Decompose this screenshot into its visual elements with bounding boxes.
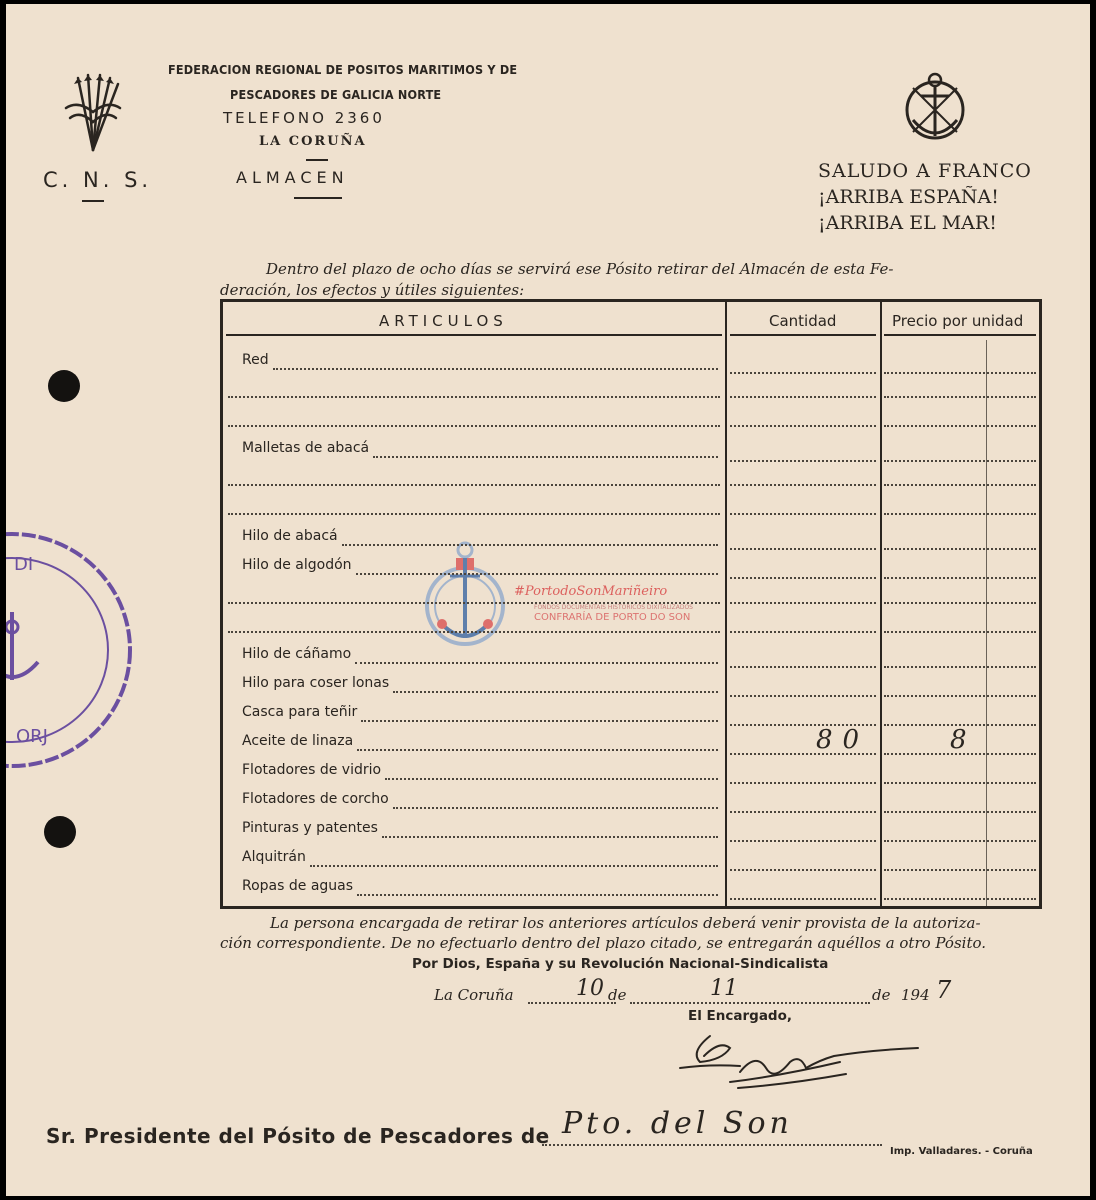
blank-row-line [730,396,876,398]
row-dotted-line [884,666,1036,668]
watermark-title: #PortodoSonMariñeiro [514,584,668,599]
blank-row-line [730,631,876,633]
table-row-label: Red [242,352,269,368]
row-dotted-line [730,869,876,871]
column-header-articulos: ARTICULOS [379,312,508,330]
table-row-label: Hilo de cáñamo [242,646,352,662]
blank-row-line [884,425,1036,427]
blank-row-line [228,513,720,515]
divider [294,197,342,199]
svg-text:DI: DI [14,554,34,575]
punch-hole-bottom [44,816,76,848]
row-dotted-line [884,811,1036,813]
date-year-digit: 7 [936,976,952,1004]
date-de-2: de [872,986,891,1004]
salute-line3: ¡ARRIBA EL MAR! [818,212,997,234]
date-place: La Coruña [434,986,514,1004]
blank-row-line [228,425,720,427]
row-dotted-line [884,548,1036,550]
document-page [6,4,1090,1196]
handwritten-signature [670,1022,920,1102]
motto: Por Dios, España y su Revolución Nacional-Sindicalista [412,956,829,972]
row-dotted-line [730,840,876,842]
label-dotted-leader [393,691,718,693]
official-stamp [6,532,136,772]
divider [82,200,104,202]
recipient-value: Pto. del Son [562,1106,793,1141]
date-day-line [528,1002,616,1004]
row-dotted-line [730,577,876,579]
blank-row-line [730,484,876,486]
row-dotted-line [884,869,1036,871]
label-dotted-leader [361,720,718,722]
table-row-label: Hilo de algodón [242,557,352,573]
watermark-logo-icon [420,538,510,658]
blank-row-line [730,425,876,427]
row-dotted-line [730,666,876,668]
watermark-subtitle: FONDOS DOCUMENTAIS HISTÓRICOS DIXITALIZADOS [534,604,693,611]
table-row-label: Malletas de abacá [242,440,370,456]
salute-line2: ¡ARRIBA ESPAÑA! [818,186,999,208]
blank-row-line [730,602,876,604]
header-rule [884,334,1036,336]
table-row-label: Casca para teñir [242,704,358,720]
label-dotted-leader [357,894,718,896]
column-header-cantidad: Cantidad [769,312,837,330]
row-dotted-line [730,811,876,813]
recipient-label: Sr. Presidente del Pósito de Pescadores de [46,1124,550,1148]
row-dotted-line [730,782,876,784]
label-dotted-leader [357,749,718,751]
row-dotted-line [884,460,1036,462]
svg-text:ORJ: ORJ [16,726,48,747]
federation-name-line1: FEDERACION REGIONAL DE POSITOS MARITIMOS Y DE [168,62,518,77]
date-de-1: de [608,986,627,1004]
date-day: 10 [576,976,604,1001]
row-dotted-line [730,460,876,462]
date-year-prefix: 194 [901,986,930,1004]
label-dotted-leader [356,573,718,575]
blank-row-line [884,631,1036,633]
label-dotted-leader [382,836,718,838]
blank-row-line [228,484,720,486]
printer-credit: Imp. Valladares. - Coruña [890,1146,1033,1157]
blank-row-line [228,396,720,398]
table-row-label: Pinturas y patentes [242,820,378,836]
row-dotted-line [730,898,876,900]
divider [306,159,328,161]
header-rule [730,334,876,336]
column-header-precio: Precio por unidad [892,312,1024,330]
city: LA CORUÑA [259,134,367,149]
blank-row-line [228,631,720,633]
table-row-label: Flotadores de corcho [242,791,389,807]
header-rule [226,334,722,336]
column-divider [725,302,727,906]
federation-name-line2: PESCADORES DE GALICIA NORTE [230,87,442,102]
table-row-label: Alquitrán [242,849,306,865]
blank-row-line [884,602,1036,604]
row-dotted-line [730,548,876,550]
blank-row-line [730,513,876,515]
row-dotted-line [884,695,1036,697]
salute-line1: SALUDO A FRANCO [818,160,1032,182]
yoke-arrows-emblem-icon [58,70,128,160]
table-row-label: Aceite de linaza [242,733,354,749]
blank-row-line [884,396,1036,398]
precio-value: 8 [950,725,967,755]
watermark-org: CONFRARÍA DE PORTO DO SON [534,612,691,623]
anchor-emblem-icon [899,68,971,148]
table-row-label: Ropas de aguas [242,878,354,894]
label-dotted-leader [385,778,718,780]
precio-subcolumn-divider [986,340,987,906]
intro-line2: deración, los efectos y útiles siguientes: [220,281,525,299]
row-dotted-line [884,782,1036,784]
label-dotted-leader [393,807,718,809]
date-month-line [630,1002,870,1004]
blank-row-line [884,513,1036,515]
punch-hole-top [48,370,80,402]
row-dotted-line [884,898,1036,900]
department: ALMACEN [236,168,349,187]
org-initials: C. N. S. [43,168,153,192]
telephone: TELEFONO 2360 [223,109,385,127]
label-dotted-leader [373,456,718,458]
row-dotted-line [884,372,1036,374]
column-divider [880,302,882,906]
table-row-label: Flotadores de vidrio [242,762,382,778]
label-dotted-leader [273,368,718,370]
table-row-label: Hilo para coser lonas [242,675,390,691]
footer-note-line1: La persona encargada de retirar los anteriores artículos deberá venir provista de la autoriza- [270,914,981,932]
recipient-line [542,1144,882,1146]
label-dotted-leader [342,544,718,546]
cantidad-value: 80 [816,725,870,755]
row-dotted-line [730,372,876,374]
blank-row-line [228,602,720,604]
label-dotted-leader [355,662,718,664]
date-month: 11 [710,976,738,1001]
signer-title: El Encargado, [688,1008,792,1024]
row-dotted-line [884,840,1036,842]
label-dotted-leader [310,865,718,867]
blank-row-line [884,484,1036,486]
table-row-label: Hilo de abacá [242,528,338,544]
row-dotted-line [884,577,1036,579]
intro-line1: Dentro del plazo de ocho días se servirá ese Pósito retirar del Almacén de esta Fe- [266,260,894,278]
footer-note-line2: ción correspondiente. De no efectuarlo dentro del plazo citado, se entregarán aquéllos a otro Pósito. [220,934,987,952]
row-dotted-line [730,695,876,697]
